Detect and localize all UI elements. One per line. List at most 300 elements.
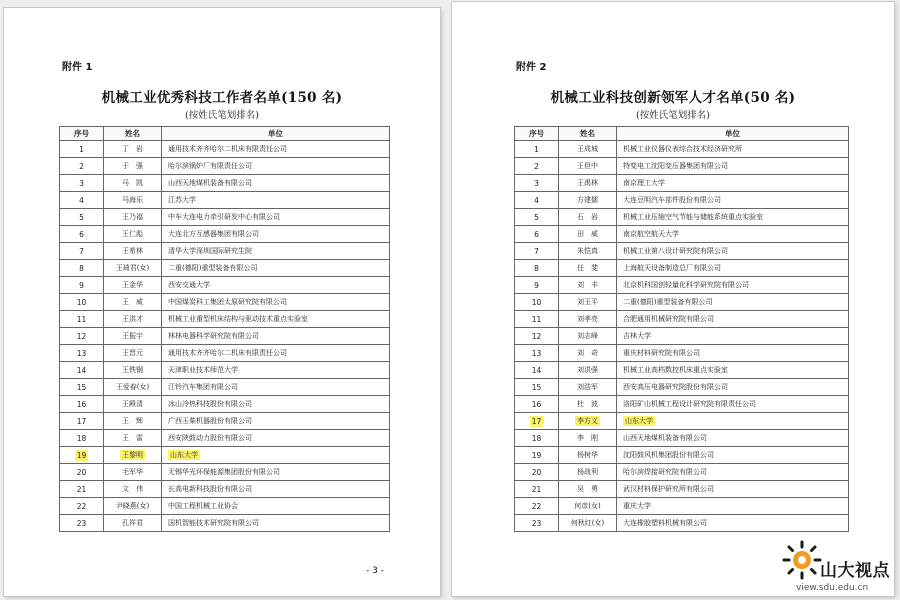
row-unit-cell [162,192,390,209]
row-number-cell [515,192,559,209]
row-unit: 沈阳鼓风机集团股份有限公司 [623,451,714,459]
page-title: 机械工业科技创新领军人才名单(50 名) [550,90,796,106]
row-number: 4 [534,195,539,205]
row-name: 王希林 [122,247,143,255]
column-header-name: 姓名 [104,127,162,141]
row-name: 王爱春(女) [115,383,150,391]
row-number: 15 [531,382,542,392]
column-header-no: 序号 [515,127,559,141]
row-number: 22 [76,501,87,511]
row-number-cell [60,192,104,209]
row-unit: 通用技术齐齐哈尔二机床有限责任公司 [168,145,287,153]
row-name-cell [104,345,162,362]
table-row [60,226,390,243]
row-unit: 天津职业技术师范大学 [168,366,238,374]
row-unit: 清华大学深圳国际研究生院 [168,247,252,255]
row-number-cell [60,294,104,311]
row-name: 刘玉平 [577,298,598,306]
row-unit-cell [162,498,390,515]
roster-table [59,126,390,532]
table-row [515,481,849,498]
row-number: 4 [79,195,84,205]
row-name-cell [559,209,617,226]
row-name-cell [559,498,617,515]
row-number: 16 [76,399,87,409]
row-number: 2 [534,161,539,171]
row-name: 王洪才 [122,315,143,323]
row-unit: 重庆大学 [623,502,651,510]
row-name: 李方义 [577,417,598,425]
row-number: 9 [79,280,84,290]
table-row [515,141,849,158]
row-number: 21 [76,484,87,494]
row-number: 17 [76,416,87,426]
row-unit: 西安陕鼓动力股份有限公司 [168,434,252,442]
row-number-cell [515,396,559,413]
row-unit-cell [617,175,849,192]
row-unit: 无锡华光环保能源集团股份有限公司 [168,468,280,476]
table-row [60,396,390,413]
row-name-cell [559,277,617,294]
row-name-cell [559,362,617,379]
row-name: 毛军华 [122,468,143,476]
row-name-cell [559,260,617,277]
row-unit: 南京航空航天大学 [623,230,679,238]
table-row [60,141,390,158]
row-number-cell [60,396,104,413]
row-unit-cell [162,294,390,311]
row-unit: 西安交通大学 [168,281,210,289]
row-name-cell [104,481,162,498]
row-unit: 上海航天设备制造总厂有限公司 [623,264,721,272]
row-number-cell [515,464,559,481]
row-number: 23 [531,518,542,528]
row-name: 孔祥君 [122,519,143,527]
row-number: 5 [79,212,84,222]
row-number: 22 [531,501,542,511]
row-number-cell [60,379,104,396]
row-unit: 机械工业压缩空气节能与储能系统重点实验室 [623,213,763,221]
row-unit-cell [162,430,390,447]
row-unit-cell [617,345,849,362]
row-number: 14 [531,365,542,375]
table-row [515,175,849,192]
table-row [515,226,849,243]
row-unit: 洛阳矿山机械工程设计研究院有限责任公司 [623,400,756,408]
row-unit: 山西天地煤机装备有限公司 [623,434,707,442]
row-unit-cell [617,243,849,260]
row-number: 13 [531,348,542,358]
row-number-cell [515,277,559,294]
row-name-cell [104,498,162,515]
row-name-cell [104,328,162,345]
row-name: 田 威 [577,230,598,238]
row-name-cell [104,362,162,379]
row-number: 14 [76,365,87,375]
row-number: 5 [534,212,539,222]
row-name-cell [559,447,617,464]
row-unit: 中国煤炭科工集团太原研究院有限公司 [168,298,287,306]
row-unit-cell [162,515,390,532]
table-row [60,311,390,328]
table-row [515,498,849,515]
row-unit-cell [617,277,849,294]
row-unit-cell [617,515,849,532]
row-number-cell [60,362,104,379]
row-unit-cell [617,311,849,328]
row-name-cell [104,260,162,277]
row-name-cell [559,311,617,328]
row-unit: 机械工业第八设计研究院有限公司 [623,247,728,255]
row-unit: 中国工程机械工业协会 [168,502,238,510]
row-unit: 机械工业重型机床结构与驱动技术重点实验室 [168,315,308,323]
table-row [60,447,390,464]
roster-table [514,126,849,532]
table-row [515,447,849,464]
row-unit-cell [617,396,849,413]
row-number: 23 [76,518,87,528]
row-number-cell [515,498,559,515]
row-number-cell [515,226,559,243]
row-number-cell [515,345,559,362]
table-row [515,345,849,362]
row-unit-cell [162,345,390,362]
row-unit-cell [617,141,849,158]
row-number: 10 [76,297,87,307]
row-unit: 大连橡胶塑料机械有限公司 [623,519,707,527]
row-name: 刘孝亮 [577,315,598,323]
table-row [60,328,390,345]
row-unit: 哈尔滨锅炉厂有限责任公司 [168,162,252,170]
table-row [515,158,849,175]
row-name: 马海乐 [122,196,143,204]
row-unit-cell [617,362,849,379]
row-name-cell [104,379,162,396]
row-unit-cell [162,379,390,396]
row-number-cell [515,413,559,430]
row-name-cell [104,141,162,158]
row-number-cell [60,413,104,430]
row-name-cell [559,243,617,260]
row-number-cell [60,481,104,498]
row-name-cell [559,379,617,396]
row-unit: 中车大连电力牵引研发中心有限公司 [168,213,280,221]
column-header-no: 序号 [60,127,104,141]
row-unit-cell [162,277,390,294]
row-unit: 大连豆明汽车部件股份有限公司 [623,196,721,204]
row-number-cell [515,141,559,158]
row-number: 18 [531,433,542,443]
row-unit-cell [617,192,849,209]
row-unit: 北京机科国创轻量化科学研究院有限公司 [623,281,749,289]
row-name: 刘 奇 [577,349,598,357]
row-number-cell [60,311,104,328]
row-name-cell [559,430,617,447]
row-number-cell [60,226,104,243]
table-row [60,413,390,430]
row-name-cell [104,515,162,532]
row-number-cell [60,498,104,515]
row-unit: 山东大学 [625,417,653,425]
row-name: 方建儒 [577,196,598,204]
table-header-row [60,127,390,141]
row-number: 7 [79,246,84,256]
row-name-cell [559,158,617,175]
table-row [515,413,849,430]
row-name: 王金华 [122,281,143,289]
row-unit: 合肥通用机械研究院有限公司 [623,315,714,323]
table-row [60,294,390,311]
row-name-cell [559,175,617,192]
row-name: 文 伟 [122,485,143,493]
row-number: 11 [76,314,87,324]
row-name-cell [559,226,617,243]
row-unit-cell [162,447,390,464]
table-row [515,396,849,413]
row-unit: 重庆材料研究院有限公司 [623,349,700,357]
row-number-cell [515,362,559,379]
row-name: 杨树华 [577,451,598,459]
row-name: 于 强 [122,162,143,170]
row-number: 8 [534,263,539,273]
table-row [515,311,849,328]
table-row [515,192,849,209]
row-number-cell [515,311,559,328]
table-row [515,328,849,345]
row-number-cell [60,430,104,447]
row-number: 1 [534,144,539,154]
row-name-cell [559,192,617,209]
row-unit-cell [162,464,390,481]
row-number: 13 [76,348,87,358]
row-name: 何彦(女) [574,502,601,510]
table-row [60,209,390,226]
row-name-cell [104,175,162,192]
row-unit: 大连北方互感器集团有限公司 [168,230,259,238]
row-name: 王 威 [122,298,143,306]
watermark-site: view.sdu.edu.cn [796,583,869,593]
row-unit: 国机智能技术研究院有限公司 [168,519,259,527]
row-name-cell [104,158,162,175]
row-number-cell [515,294,559,311]
row-number-cell [515,328,559,345]
row-unit-cell [617,464,849,481]
table-row [60,481,390,498]
table-row [515,260,849,277]
row-name-cell [559,396,617,413]
page-subtitle: (按姓氏笔划排名) [636,110,710,121]
row-unit: 特变电工沈阳变压器集团有限公司 [623,162,728,170]
row-number-cell [515,158,559,175]
row-unit: 机械工业高档数控机床重点实验室 [623,366,728,374]
row-number-cell [60,260,104,277]
row-number: 15 [76,382,87,392]
row-name: 刘志峰 [577,332,598,340]
watermark-logo-text: 山大视点 [820,561,890,581]
table-row [515,515,849,532]
row-unit: 林林电器科学研究院有限公司 [168,332,259,340]
row-name-cell [559,328,617,345]
table-row [515,362,849,379]
row-name-cell [104,413,162,430]
row-name-cell [104,243,162,260]
row-name-cell [104,396,162,413]
row-number-cell [515,175,559,192]
row-number-cell [515,515,559,532]
row-unit-cell [617,226,849,243]
row-number: 16 [531,399,542,409]
row-unit: 通用技术齐齐哈尔二机床有限责任公司 [168,349,287,357]
row-unit-cell [162,243,390,260]
table-row [515,430,849,447]
row-unit-cell [617,430,849,447]
row-number-cell [60,175,104,192]
row-number: 12 [76,331,87,341]
row-unit: 哈尔滨焊接研究院有限公司 [623,468,707,476]
row-name: 王琦君(女) [115,264,150,272]
row-unit: 冰山冷热科技股份有限公司 [168,400,252,408]
row-name-cell [104,447,162,464]
row-number: 3 [79,178,84,188]
row-unit-cell [617,260,849,277]
row-name: 吴 勇 [577,485,598,493]
row-number: 19 [531,450,542,460]
table-row [60,277,390,294]
row-name-cell [104,464,162,481]
row-name-cell [559,141,617,158]
page-title: 机械工业优秀科技工作者名单(150 名) [101,90,343,106]
table-row [60,464,390,481]
row-name: 李 刚 [577,434,598,442]
row-number: 20 [76,467,87,477]
table-row [60,515,390,532]
row-number: 7 [534,246,539,256]
row-unit-cell [162,260,390,277]
row-unit: 广西玉柴机器股份有限公司 [168,417,252,425]
row-name: 马 凯 [122,179,143,187]
row-unit-cell [162,328,390,345]
row-number: 9 [534,280,539,290]
row-unit-cell [617,413,849,430]
row-number: 10 [531,297,542,307]
row-name: 王仁彪 [122,230,143,238]
row-name-cell [559,294,617,311]
document-page-right [452,2,894,596]
row-number-cell [515,447,559,464]
row-number-cell [60,209,104,226]
row-unit-cell [617,498,849,515]
row-name-cell [559,464,617,481]
row-unit-cell [617,447,849,464]
row-unit-cell [617,209,849,226]
row-name-cell [104,430,162,447]
attachment-label: 附件 1 [62,62,93,73]
row-name: 石 岩 [577,213,598,221]
row-name-cell [104,192,162,209]
row-unit: 二重(德阳)重型装备有限公司 [168,264,258,272]
row-name-cell [104,311,162,328]
table-row [515,379,849,396]
roster-body [60,141,390,532]
row-name: 王 辉 [122,417,143,425]
row-name: 王禹林 [577,179,598,187]
row-number: 17 [531,416,542,426]
table-row [60,430,390,447]
table-row [60,192,390,209]
row-unit-cell [162,396,390,413]
row-number-cell [60,345,104,362]
row-unit: 西安高压电器研究院股份有限公司 [623,383,728,391]
row-name-cell [559,345,617,362]
row-number-cell [60,158,104,175]
table-row [60,345,390,362]
row-number: 21 [531,484,542,494]
row-name-cell [104,294,162,311]
row-number: 3 [534,178,539,188]
row-unit: 山东大学 [170,451,198,459]
row-number-cell [60,243,104,260]
row-unit-cell [162,158,390,175]
table-row [515,277,849,294]
row-unit: 南京理工大学 [623,179,665,187]
row-name: 王铁钢 [122,366,143,374]
document-page-left [4,8,440,596]
row-name: 刘 丰 [577,281,598,289]
row-name-cell [104,226,162,243]
table-row [515,464,849,481]
row-number: 18 [76,433,87,443]
table-row [60,175,390,192]
row-unit-cell [617,481,849,498]
row-unit: 江苏大学 [168,196,196,204]
row-name: 王但中 [577,162,598,170]
row-name-cell [559,515,617,532]
row-name: 刘洪强 [577,366,598,374]
row-unit: 吉林大学 [623,332,651,340]
row-name: 王殿清 [122,400,143,408]
table-row [515,209,849,226]
row-unit: 二重(德阳)重型装备有限公司 [623,298,713,306]
row-name-cell [559,481,617,498]
row-name-cell [104,277,162,294]
row-unit: 长高电新科技股份有限公司 [168,485,252,493]
row-number-cell [60,447,104,464]
table-row [515,294,849,311]
row-unit-cell [162,226,390,243]
row-unit: 武汉材料保护研究所有限公司 [623,485,714,493]
row-unit-cell [162,413,390,430]
roster-body [515,141,849,532]
row-number: 6 [79,229,84,239]
row-number-cell [60,328,104,345]
row-number-cell [515,243,559,260]
column-header-name: 姓名 [559,127,617,141]
row-number-cell [60,277,104,294]
row-number-cell [515,209,559,226]
row-number-cell [515,430,559,447]
row-name-cell [559,413,617,430]
row-unit-cell [617,328,849,345]
row-name: 任 斐 [577,264,598,272]
table-header-row [515,127,849,141]
row-number: 11 [531,314,542,324]
row-name: 刘浩军 [577,383,598,391]
row-name: 王乃福 [122,213,143,221]
row-unit-cell [162,311,390,328]
row-unit-cell [162,481,390,498]
table-row [515,243,849,260]
row-number-cell [60,515,104,532]
